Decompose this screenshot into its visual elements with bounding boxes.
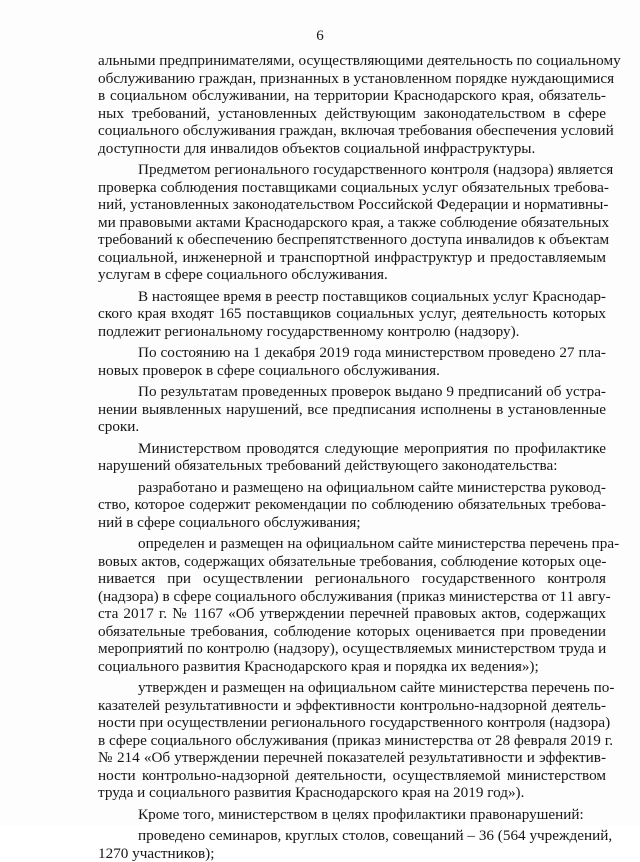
text-line: сроки. bbox=[98, 418, 606, 436]
paragraph bbox=[98, 806, 606, 824]
text-line: нивается при осуществлении регионального государственного контроля bbox=[98, 570, 606, 588]
text-line: ности при осуществлении регионального государственного контроля (надзора) bbox=[98, 714, 606, 732]
text-line: услугам в сфере социального обслуживания. bbox=[98, 266, 606, 284]
text-line: казателей результативности и эффективности контрольно-надзорной деятель- bbox=[98, 697, 606, 715]
text-line: обслуживанию граждан, признанных в установленном порядке нуждающимися bbox=[98, 70, 606, 88]
paragraph bbox=[98, 479, 606, 532]
text-line: По результатам проведенных проверок выдано 9 предписаний об устра- bbox=[98, 383, 606, 401]
paragraph bbox=[98, 52, 606, 157]
text-line: нарушений обязательных требований действующего законодательства: bbox=[98, 457, 606, 475]
text-line: проведено семинаров, круглых столов, совещаний – 36 (564 учреждений, bbox=[98, 827, 606, 845]
text-line: 1270 участников); bbox=[98, 845, 606, 862]
text-line: доступности для инвалидов объектов социальной инфраструктуры. bbox=[98, 140, 606, 158]
text-line: ний, установленных законодательством Российской Федерации и нормативны- bbox=[98, 196, 606, 214]
text-line: нении выявленных нарушений, все предписания исполнены в установленные bbox=[98, 401, 606, 419]
text-line: № 214 «Об утверждении перечней показателей результативности и эффектив- bbox=[98, 749, 606, 767]
text-line: вовых актов, содержащих обязательные требования, соблюдение которых оце- bbox=[98, 553, 606, 571]
text-line: Кроме того, министерством в целях профилактики правонарушений: bbox=[98, 806, 606, 824]
text-line: социального развития Краснодарского края и порядка их ведения»); bbox=[98, 658, 606, 676]
paragraph bbox=[98, 161, 606, 284]
text-line: альными предпринимателями, осуществляющими деятельность по социальному bbox=[98, 52, 606, 70]
text-line: разработано и размещено на официальном сайте министерства руковод- bbox=[98, 479, 606, 497]
text-line: ста 2017 г. № 1167 «Об утверждении перечней правовых актов, содержащих bbox=[98, 605, 606, 623]
text-line: социальной, инженерной и транспортной инфраструктур и предоставляемым bbox=[98, 249, 606, 267]
text-line: утвержден и размещен на официальном сайте министерства перечень по- bbox=[98, 679, 606, 697]
paragraph bbox=[98, 288, 606, 341]
text-line: ний в сфере социального обслуживания; bbox=[98, 514, 606, 532]
text-line: труда и социального развития Краснодарского края на 2019 год»). bbox=[98, 784, 606, 802]
text-line: мероприятий по контролю (надзору), осуществляемых министерством труда и bbox=[98, 640, 606, 658]
text-line: По состоянию на 1 декабря 2019 года министерством проведено 27 пла- bbox=[98, 344, 606, 362]
text-line: определен и размещен на официальном сайте министерства перечень пра- bbox=[98, 535, 606, 553]
text-line: ми правовыми актами Краснодарского края, а также соблюдение обязательных bbox=[98, 214, 606, 232]
text-line: Министерством проводятся следующие мероприятия по профилактике bbox=[98, 440, 606, 458]
text-line: ского края входят 165 поставщиков социальных услуг, деятельность которых bbox=[98, 305, 606, 323]
paragraph bbox=[98, 344, 606, 379]
paragraph bbox=[98, 383, 606, 436]
text-line: подлежит региональному государственному контролю (надзору). bbox=[98, 323, 606, 341]
paragraph bbox=[98, 535, 606, 675]
text-line: социального обслуживания граждан, включая требования обеспечения условий bbox=[98, 122, 606, 140]
text-line: ных требований, установленных действующим законодательством в сфере bbox=[98, 105, 606, 123]
page-number: 6 bbox=[0, 28, 640, 45]
text-line: обязательные требования, соблюдение которых оценивается при проведении bbox=[98, 623, 606, 641]
paragraph bbox=[98, 827, 606, 862]
paragraph bbox=[98, 679, 606, 802]
text-line: В настоящее время в реестр поставщиков социальных услуг Краснодар- bbox=[98, 288, 606, 306]
text-line: ности контрольно-надзорной деятельности, осуществляемой министерством bbox=[98, 767, 606, 785]
text-line: Предметом регионального государственного контроля (надзора) является bbox=[98, 161, 606, 179]
document-body bbox=[98, 52, 606, 862]
text-line: в социальном обслуживании, на территории Краснодарского края, обязатель- bbox=[98, 87, 606, 105]
text-line: в сфере социального обслуживания (приказ министерства от 28 февраля 2019 г. bbox=[98, 732, 606, 750]
text-line: (надзора) в сфере социального обслуживания (приказ министерства от 11 авгу- bbox=[98, 588, 606, 606]
paragraph bbox=[98, 440, 606, 475]
text-line: проверка соблюдения поставщиками социальных услуг обязательных требова- bbox=[98, 179, 606, 197]
text-line: ство, которое содержит рекомендации по соблюдению обязательных требова- bbox=[98, 496, 606, 514]
text-line: новых проверок в сфере социального обслуживания. bbox=[98, 362, 606, 380]
text-line: требований к обеспечению беспрепятственного доступа инвалидов к объектам bbox=[98, 231, 606, 249]
